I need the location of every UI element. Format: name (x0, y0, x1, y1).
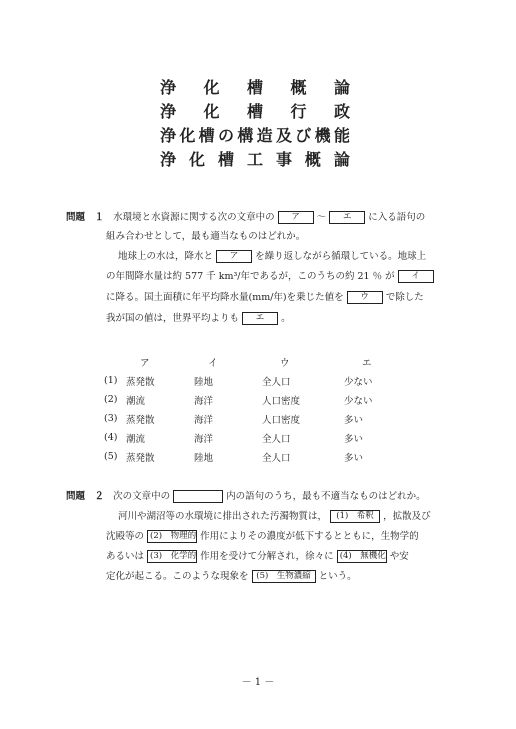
q2-text: や安 (389, 551, 409, 562)
title-char: 政 (333, 102, 350, 121)
blank-box-i: イ (398, 270, 434, 283)
title-char: 機 (314, 126, 331, 145)
title-char: 槽 (246, 78, 263, 97)
q2-text: 内の語句のうち，最も不適当なものはどれか。 (226, 491, 426, 502)
title-char: 槽 (217, 150, 234, 169)
option-cell: 多い (344, 414, 364, 426)
title-char: 化 (179, 126, 196, 145)
title-char: 工 (246, 150, 263, 169)
option-number: (5) (104, 451, 118, 462)
answer-options-table (104, 352, 422, 466)
option-cell: 海洋 (194, 414, 214, 426)
table-header-row (104, 352, 422, 371)
q1-text: の年間降水量は約 577 千 km³/年であるが，このうちの約 21 ％ が (106, 271, 395, 282)
q2-text: 作用を受けて分解され，徐々に (200, 551, 334, 562)
q1-line-3 (118, 250, 426, 263)
table-row[interactable] (104, 409, 422, 428)
q1-label: 問題 １ (66, 212, 105, 223)
q2-text: 定化が起こる。このような現象を (106, 571, 249, 582)
title-char: 造 (256, 126, 273, 145)
option-cell: 全人口 (262, 376, 291, 388)
header-e: エ (362, 357, 372, 369)
q2-line-3 (106, 530, 419, 543)
choice-box-4: (4) 無機化 (337, 550, 387, 563)
title-char: 能 (333, 126, 350, 145)
q1-line-4 (106, 270, 434, 283)
table-row[interactable] (104, 428, 422, 447)
option-cell: 多い (344, 433, 364, 445)
table-row[interactable] (104, 371, 422, 390)
choice-box-2: (2) 物理的 (147, 530, 197, 543)
q2-text: 河川や湖沼等の水環境に排出された汚濁物質は， (118, 511, 328, 522)
q2-text: 作用によりその濃度が低下するとともに，生物学的 (200, 531, 419, 542)
q2-text: あるいは (106, 551, 145, 562)
option-cell: 潮流 (126, 433, 146, 445)
option-cell: 潮流 (126, 395, 146, 407)
title-char: 行 (290, 102, 307, 121)
title-char: 化 (203, 78, 220, 97)
q2-text: 沈殿等の (106, 531, 145, 542)
q2-label: 問題 ２ (66, 491, 105, 502)
title-char: び (295, 126, 312, 145)
header-i: イ (208, 357, 218, 369)
choice-box-3: (3) 化学的 (147, 550, 197, 563)
title-char: 概 (290, 78, 307, 97)
title-char: 浄 (160, 102, 177, 121)
title-char: 浄 (160, 150, 177, 169)
title-char: 論 (333, 150, 350, 169)
title-char: 槽 (246, 102, 263, 121)
option-cell: 蒸発散 (126, 414, 155, 426)
title-char: 浄 (160, 126, 177, 145)
title-char: 及 (275, 126, 292, 145)
option-cell: 全人口 (262, 452, 291, 464)
title-line-2 (160, 99, 350, 119)
option-number: (1) (104, 375, 118, 386)
header-u: ウ (280, 357, 290, 369)
q1-text: 。 (281, 313, 291, 324)
option-number: (4) (104, 432, 118, 443)
q1-text: 地球上の水は，降水と (118, 251, 214, 262)
title-char: 事 (275, 150, 292, 169)
q2-text: という。 (318, 571, 357, 582)
q1-text: に降る。国土面積に年平均降水量(mm/年)を乗じた値を (106, 292, 344, 303)
title-char: の (217, 126, 234, 145)
choice-box-1: (1) 希釈 (330, 510, 380, 523)
title-line-4 (160, 147, 350, 167)
q1-text: で除した (385, 292, 424, 303)
title-char: 構 (237, 126, 254, 145)
q1-line-5 (106, 291, 424, 304)
option-cell: 人口密度 (262, 414, 301, 426)
table-row[interactable] (104, 447, 422, 466)
q2-line-2 (118, 510, 431, 523)
option-cell: 少ない (344, 395, 373, 407)
q2-text: 次の文章中の (113, 491, 171, 502)
q1-text: ～ (316, 212, 327, 223)
title-char: 化 (203, 102, 220, 121)
table-row[interactable] (104, 390, 422, 409)
option-cell: 蒸発散 (126, 376, 155, 388)
blank-box-u: ウ (347, 291, 383, 304)
option-cell: 全人口 (262, 433, 291, 445)
q1-text: を繰り返しながら循環している。地球上 (255, 251, 427, 262)
blank-box-e: エ (242, 312, 278, 325)
title-char: 浄 (160, 78, 177, 97)
title-line-3 (160, 123, 350, 143)
q1-text: 組み合わせとして，最も適当なものはどれか。 (106, 231, 306, 242)
choice-box-5: (5) 生物濃縮 (252, 570, 316, 583)
q1-text: 水環境と水資源に関する次の文章中の (113, 212, 275, 223)
q1-text: に入る語句の (368, 212, 426, 223)
q2-line-5 (106, 570, 357, 583)
option-cell: 少ない (344, 376, 373, 388)
title-line-1 (160, 75, 350, 95)
q1-line-2 (106, 230, 305, 243)
title-char: 論 (333, 78, 350, 97)
option-cell: 海洋 (194, 433, 214, 445)
blank-box-a: ア (278, 211, 314, 224)
blank-box-a: ア (216, 250, 252, 263)
title-char: 槽 (198, 126, 215, 145)
option-cell: 陸地 (194, 376, 214, 388)
option-cell: 海洋 (194, 395, 214, 407)
option-cell: 蒸発散 (126, 452, 155, 464)
page-number: － 1 － (241, 677, 275, 688)
option-number: (3) (104, 413, 118, 424)
option-cell: 陸地 (194, 452, 214, 464)
q1-line-1 (66, 211, 425, 224)
blank-box-empty (173, 490, 223, 503)
q1-line-6 (106, 312, 291, 325)
title-char: 化 (188, 150, 205, 169)
q2-line-4 (106, 550, 409, 563)
option-cell: 多い (344, 452, 364, 464)
blank-box-e: エ (329, 211, 365, 224)
q2-text: ，拡散及び (383, 511, 431, 522)
title-char: 概 (304, 150, 321, 169)
header-a: ア (140, 357, 150, 369)
option-cell: 人口密度 (262, 395, 301, 407)
q1-text: 我が国の値は，世界平均よりも (106, 313, 240, 324)
option-number: (2) (104, 394, 118, 405)
q2-line-1 (66, 490, 426, 503)
